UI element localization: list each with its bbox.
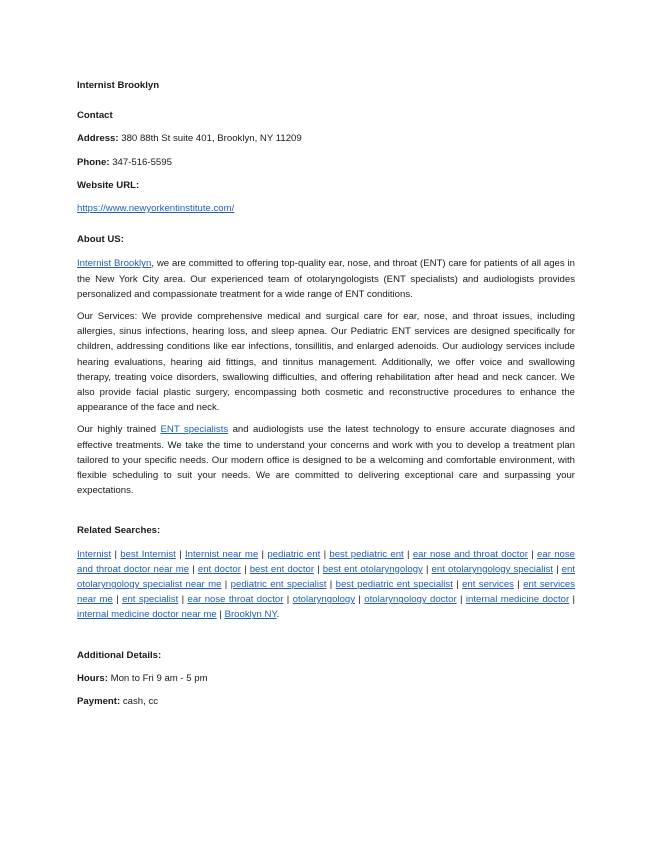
- link-separator: |: [244, 563, 247, 575]
- document-page: [77, 72, 575, 709]
- about-paragraph-3-intro: Our highly trained: [77, 424, 161, 436]
- related-search-link[interactable]: ent services: [462, 579, 514, 591]
- related-search-link[interactable]: Internist near me: [184, 548, 259, 560]
- hours-value: Mon to Fri 9 am - 5 pm: [110, 672, 208, 684]
- related-searches-list: [77, 547, 575, 623]
- website-label: Website URL:: [77, 179, 140, 191]
- link-separator: |: [179, 548, 182, 560]
- related-searches-heading: Related Searches:: [77, 525, 161, 537]
- page-title: Internist Brooklyn: [77, 80, 160, 91]
- website-link[interactable]: https://www.newyorkentinstitute.com/: [77, 203, 235, 215]
- about-paragraph-1-text: , we are committed to offering top-quality ear, nose, and throat (ENT) care for patients of all ages in the New York City area. Our experienced team of otolaryngologists (ENT specialists) and audiologists provides personalized and compassionate treatment for a wide range of ENT conditions.: [77, 258, 576, 300]
- related-search-link[interactable]: ent otolaryngology specialist: [431, 563, 553, 575]
- related-search-link[interactable]: ent services near me: [77, 579, 576, 606]
- address-value: 380 88th St suite 401, Brooklyn, NY 11209: [121, 133, 302, 145]
- payment-label: Payment:: [77, 696, 121, 708]
- related-search-link[interactable]: ent otolaryngology specialist near me: [77, 563, 576, 591]
- payment-line: [77, 694, 575, 709]
- related-search-link[interactable]: otolaryngology doctor: [364, 594, 457, 606]
- link-separator: |: [317, 563, 320, 575]
- about-paragraph-3-text: and audiologists use the latest technology to ensure accurate diagnoses and effective treatments. We take the time to understand your concerns and work with you to develop a treatment plan tailored to your specific needs. Our modern office is designed to be a welcoming and comfortable environment, with flexible scheduling to suit your needs. We are committed to delivering exceptional care and surpassing your expectations.: [77, 424, 576, 497]
- payment-value: cash, cc: [122, 696, 159, 708]
- address-label: Address:: [77, 133, 119, 145]
- related-search-link[interactable]: best ent doctor: [249, 563, 315, 575]
- additional-details-heading: Additional Details:: [77, 649, 162, 661]
- related-search-link[interactable]: ear nose and throat doctor: [412, 548, 528, 560]
- link-separator: |: [114, 548, 117, 560]
- link-separator: |: [286, 594, 290, 606]
- list-end-period: .: [276, 609, 280, 621]
- related-search-link[interactable]: ent doctor: [197, 563, 241, 575]
- link-separator: |: [224, 579, 228, 591]
- link-separator: |: [456, 579, 459, 591]
- link-separator: |: [323, 548, 327, 560]
- address-line: [77, 131, 575, 146]
- about-paragraph-1: [77, 256, 575, 302]
- link-separator: |: [517, 579, 520, 591]
- ent-specialists-link[interactable]: ENT specialists: [160, 424, 229, 436]
- related-search-link[interactable]: pediatric ent specialist: [230, 579, 327, 591]
- related-search-link[interactable]: best ent otolaryngology: [322, 563, 423, 575]
- about-heading: About US:: [77, 234, 124, 246]
- link-separator: |: [181, 594, 185, 606]
- phone-label: Phone:: [77, 156, 110, 168]
- link-separator: |: [425, 563, 429, 575]
- related-search-link[interactable]: ent specialist: [122, 594, 179, 606]
- related-search-link[interactable]: best pediatric ent specialist: [335, 579, 453, 591]
- link-separator: |: [407, 548, 410, 560]
- link-separator: |: [116, 594, 119, 606]
- related-search-link[interactable]: Internist: [77, 548, 112, 560]
- internist-brooklyn-link[interactable]: Internist Brooklyn: [77, 258, 152, 270]
- link-separator: |: [572, 594, 575, 606]
- phone-value: 347-516-5595: [112, 156, 172, 168]
- related-search-link[interactable]: best pediatric ent: [329, 548, 404, 560]
- contact-heading: Contact: [77, 110, 113, 122]
- link-separator: |: [556, 563, 559, 575]
- link-separator: |: [261, 548, 265, 560]
- link-separator: |: [358, 594, 361, 606]
- link-separator: |: [329, 579, 333, 591]
- link-separator: |: [531, 548, 534, 560]
- related-search-link[interactable]: otolaryngology: [292, 594, 356, 606]
- about-paragraph-3: [77, 422, 575, 498]
- related-search-link[interactable]: ear nose and throat doctor near me: [77, 548, 576, 575]
- link-separator: |: [460, 594, 463, 606]
- link-separator: |: [192, 563, 195, 575]
- related-search-link[interactable]: best Internist: [120, 548, 176, 560]
- phone-line: [77, 155, 575, 170]
- hours-label: Hours:: [77, 672, 108, 684]
- link-separator: |: [219, 609, 222, 621]
- about-paragraph-2: Our Services: We provide comprehensive medical and surgical care for ear, nose, and throat issues, including allergies, sinus infections, hearing loss, and sleep apnea. Our Pediatric ENT services are designed specifically for children, addressing conditions like ear infections, tonsillitis, and enlarged adenoids. Our audiology services include hearing evaluations, hearing aid fittings, and tinnitus management. Additionally, we offer voice and swallowing therapy, treating voice disorders, swallowing difficulties, and offering rehabilitation after head and neck cancer. We also provide facial plastic surgery, encompassing both cosmetic and reconstructive procedures to enhance the appearance of the face and neck.: [77, 311, 575, 414]
- related-search-link[interactable]: internal medicine doctor: [465, 594, 570, 606]
- related-search-link[interactable]: ear nose throat doctor: [187, 594, 284, 606]
- related-search-link[interactable]: internal medicine doctor near me: [77, 609, 217, 621]
- related-search-link[interactable]: Brooklyn NY: [224, 609, 277, 621]
- website-line: [77, 201, 575, 216]
- related-search-link[interactable]: pediatric ent: [267, 548, 321, 560]
- hours-line: [77, 671, 575, 686]
